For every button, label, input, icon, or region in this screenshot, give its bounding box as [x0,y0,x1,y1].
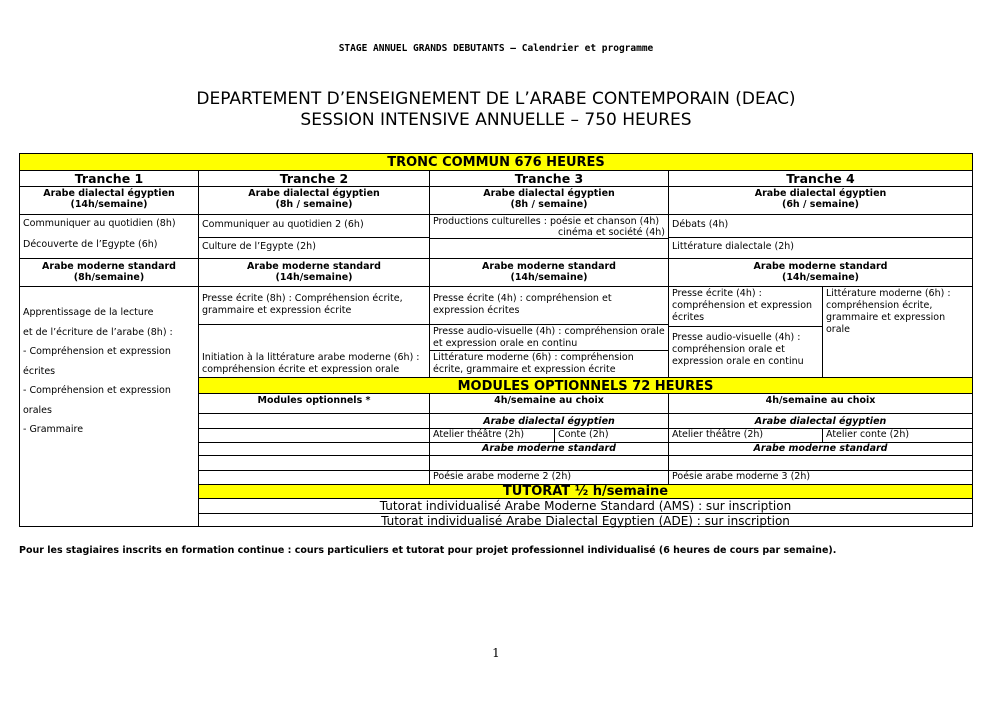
footnote: Pour les stagiaires inscrits en formation continue : cours particuliers et tutorat pour projet professionnel individualisé (6 heures de cours par semaine). [19,545,837,556]
t3-standard-option-heading: Arabe moderne standard [482,443,616,454]
t4-standard-item-3: Littérature moderne (6h) : compréhension écrite, grammaire et expression orale [826,288,951,335]
rule [199,428,972,429]
rule [199,237,429,238]
rule [822,286,823,377]
rule [430,350,668,351]
rule [20,170,972,171]
tranche-2-header: Tranche 2 [279,171,349,186]
rule [199,455,972,456]
tronc-commun-heading: TRONC COMMUN 676 HEURES [20,154,972,170]
t3-standard-item-3: Littérature moderne (6h) : compréhension écrite, grammaire et expression écrite [433,352,634,375]
t3-dialectal-header: Arabe dialectal égyptien (8h / semaine) [483,188,615,211]
t2-dialectal-item-2: Culture de l’Egypte (2h) [202,241,316,252]
t4-standard-header: Arabe moderne standard (14h/semaine) [753,261,888,284]
t4-dialectal-option-heading: Arabe dialectal égyptien [754,416,887,427]
rule [199,413,972,414]
rule [199,513,972,514]
rule [554,428,555,442]
tutorat-ade: Tutorat individualisé Arabe Dialectal Egyptien (ADE) : sur inscription [381,514,790,528]
rule [668,393,669,484]
rule [199,442,972,443]
rule [20,214,972,215]
t4-atelier-conte: Atelier conte (2h) [826,429,910,440]
rule [20,286,972,287]
rule [199,498,972,499]
rule [199,324,668,325]
tranche-1-header: Tranche 1 [74,171,144,186]
rule [429,393,430,484]
rule [669,237,972,238]
t3-conte: Conte (2h) [558,429,609,440]
t4-poesie: Poésie arabe moderne 3 (2h) [672,471,811,482]
rule [429,170,430,377]
rule [199,484,972,485]
t3-standard-item-1: Presse écrite (4h) : compréhension et expression écrites [433,293,612,316]
t3-atelier-theatre: Atelier théâtre (2h) [433,429,525,440]
page-title: DEPARTEMENT D’ENSEIGNEMENT DE L’ARABE CONTEMPORAIN (DEAC) [196,89,796,109]
running-header: STAGE ANNUEL GRANDS DEBUTANTS – Calendrier et programme [338,43,654,54]
t3-dialectal-item-1: Productions culturelles : poésie et chanson (4h) cinéma et société (4h) [433,216,665,239]
t1-dialectal-item-2: Découverte de l’Egypte (6h) [23,239,158,250]
t4-choice-label: 4h/semaine au choix [765,395,876,406]
page-number: 1 [492,646,500,660]
rule [199,393,972,394]
rule [668,170,669,377]
t2-standard-item-2: Initiation à la littérature arabe moderne (6h) : compréhension écrite et expression orale [202,352,420,375]
t2-standard-item-1: Presse écrite (8h) : Compréhension écrite, grammaire et expression écrite [202,293,403,316]
t3-standard-header: Arabe moderne standard (14h/semaine) [482,261,616,284]
t1-standard-header: Arabe moderne standard (8h/semaine) [42,261,176,284]
t1-standard-content: Apprentissage de la lecture et de l’écriture de l’arabe (8h) : - Compréhension et expression écrites - Compréhension et expression orales - Grammaire [23,307,173,435]
t4-dialectal-header: Arabe dialectal égyptien (6h / semaine) [754,188,887,211]
rule [199,377,972,378]
rule [198,170,199,526]
t2-dialectal-item-1: Communiquer au quotidien 2 (6h) [202,219,364,230]
t4-dialectal-item-2: Littérature dialectale (2h) [672,241,794,252]
tutorat-heading: TUTORAT ½ h/semaine [199,484,972,498]
rule [430,238,668,239]
rule [669,326,822,327]
modules-optionnels-heading: MODULES OPTIONNELS 72 HEURES [199,378,972,393]
modules-label: Modules optionnels * [257,395,371,406]
tranche-4-header: Tranche 4 [786,171,855,186]
rule [20,186,972,187]
t3-standard-item-2: Presse audio-visuelle (4h) : compréhension orale et expression orale en continu [433,326,665,349]
t4-dialectal-item-1: Débats (4h) [672,219,729,230]
t4-atelier-theatre: Atelier théâtre (2h) [672,429,764,440]
tutorat-ams: Tutorat individualisé Arabe Moderne Standard (AMS) : sur inscription [379,499,792,513]
t1-dialectal-header: Arabe dialectal égyptien (14h/semaine) [43,188,175,211]
t4-standard-option-heading: Arabe moderne standard [753,443,888,454]
tranche-3-header: Tranche 3 [514,171,584,186]
programme-table [19,153,973,527]
rule [20,258,972,259]
rule [199,470,972,471]
t3-dialectal-option-heading: Arabe dialectal égyptien [483,416,615,427]
t2-dialectal-header: Arabe dialectal égyptien (8h / semaine) [248,188,380,211]
t2-standard-header: Arabe moderne standard (14h/semaine) [247,261,381,284]
rule [822,428,823,442]
t3-poesie: Poésie arabe moderne 2 (2h) [433,471,572,482]
t3-choice-label: 4h/semaine au choix [494,395,604,406]
t4-standard-item-1: Presse écrite (4h) : compréhension et expression écrites [672,288,813,323]
t1-dialectal-item-1: Communiquer au quotidien (8h) [23,218,176,229]
page-subtitle: SESSION INTENSIVE ANNUELLE – 750 HEURES [300,110,692,130]
t4-standard-item-2: Presse audio-visuelle (4h) : compréhension orale et expression orale en continu [672,332,804,367]
